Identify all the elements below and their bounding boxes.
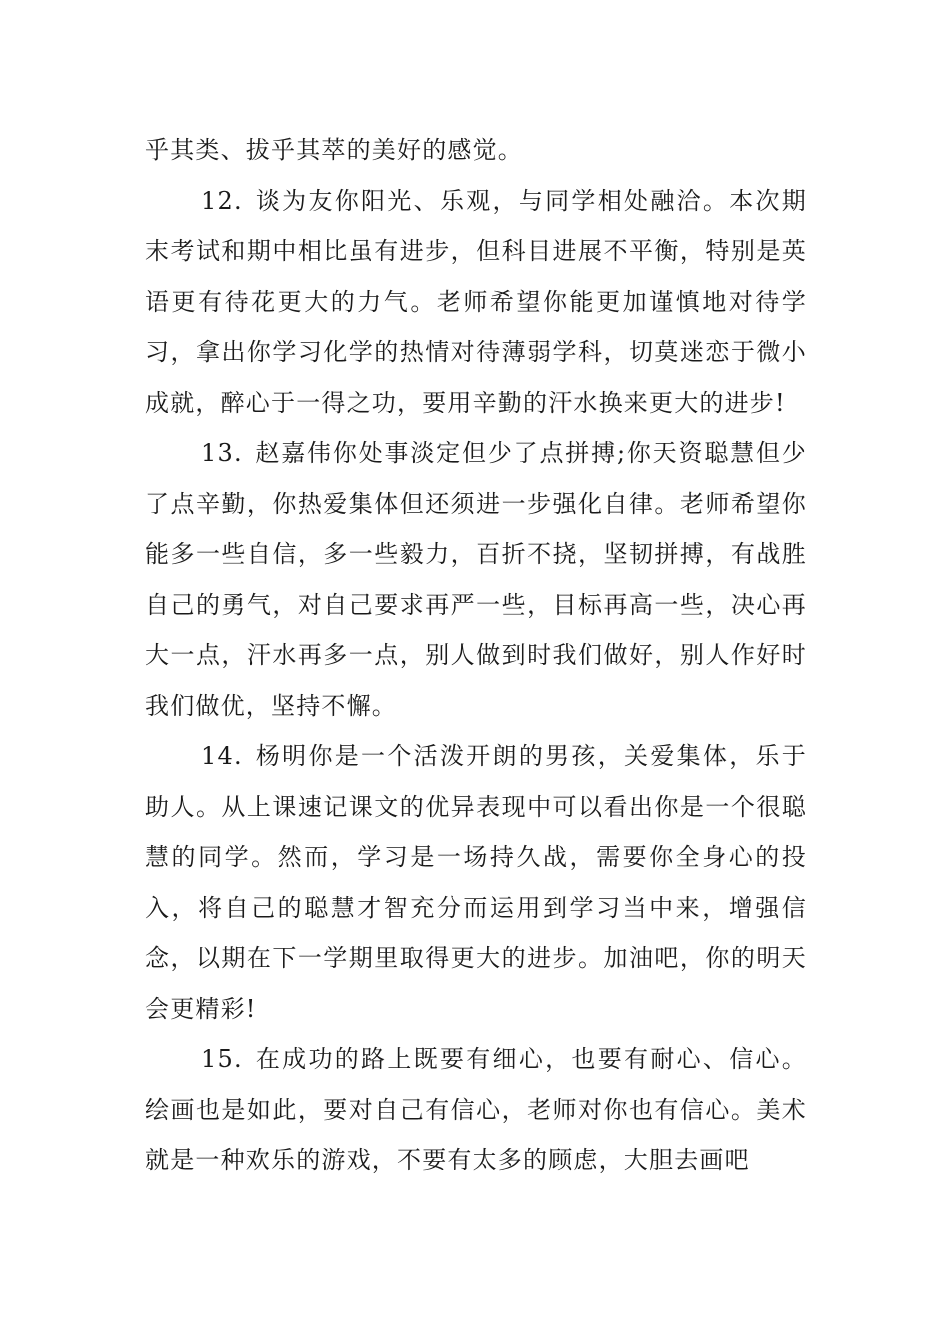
- paragraph-number: 14.: [201, 742, 243, 770]
- paragraph-13: [145, 428, 807, 731]
- paragraph-text: 谈为友你阳光、乐观，与同学相处融洽。本次期末考试和期中相比虽有进步，但科目进展不平衡，特别是英语更有待花更大的力气。老师希望你能更加谨慎地对待学习，拿出你学习化学的热情对待薄弱学科，切莫迷恋于微小成就，醉心于一得之功，要用辛勤的汗水换来更大的进步!: [145, 186, 807, 417]
- paragraph-continuation: [145, 125, 807, 176]
- paragraph-text: 乎其类、拔乎其萃的美好的感觉。: [145, 136, 523, 164]
- paragraph-14: [145, 731, 807, 1034]
- paragraph-12: [145, 176, 807, 429]
- paragraph-text: 杨明你是一个活泼开朗的男孩，关爱集体，乐于助人。从上课速记课文的优异表现中可以看出你是一个很聪慧的同学。然而，学习是一场持久战，需要你全身心的投入，将自己的聪慧才智充分而运用到学习当中来，增强信念，以期在下一学期里取得更大的进步。加油吧，你的明天会更精彩!: [145, 742, 807, 1023]
- paragraph-number: 15.: [201, 1045, 243, 1073]
- paragraph-text: 赵嘉伟你处事淡定但少了点拼搏;你天资聪慧但少了点辛勤，你热爱集体但还须进一步强化自律。老师希望你能多一些自信，多一些毅力，百折不挠，坚韧拼搏，有战胜自己的勇气，对自己要求再严一些，目标再高一些，决心再大一点，汗水再多一点，别人做到时我们做好，别人作好时我们做优，坚持不懈。: [145, 439, 807, 720]
- document-page: [145, 125, 807, 1186]
- paragraph-number: 12.: [201, 186, 243, 215]
- paragraph-number: 13.: [201, 439, 243, 467]
- paragraph-text: 在成功的路上既要有细心，也要有耐心、信心。绘画也是如此，要对自己有信心，老师对你也有信心。美术就是一种欢乐的游戏，不要有太多的顾虑，大胆去画吧: [145, 1045, 807, 1174]
- paragraph-15: [145, 1034, 807, 1186]
